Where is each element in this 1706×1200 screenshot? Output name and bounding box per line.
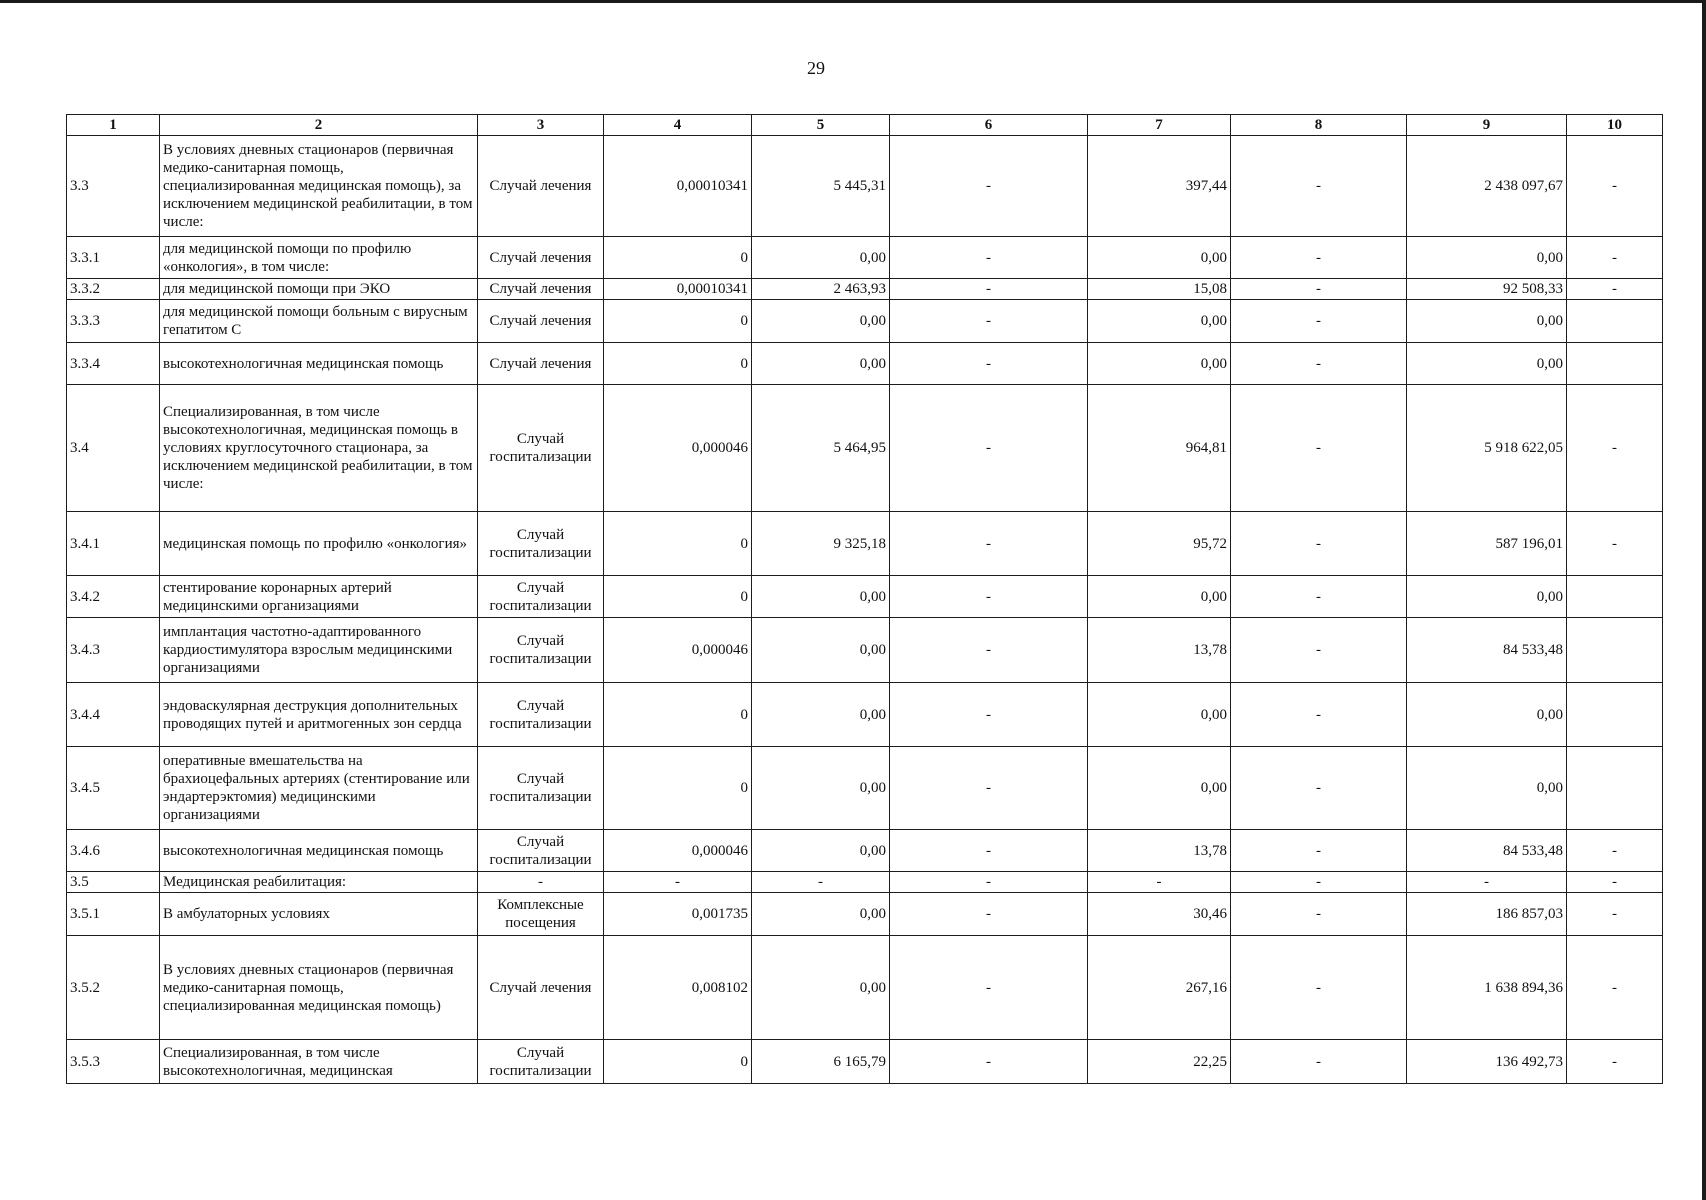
row-col4: 0 [604,747,752,830]
row-col4: 0 [604,512,752,576]
row-unit: Случай госпитализации [478,683,604,747]
row-col6: - [890,1040,1088,1084]
table-row [67,300,1663,343]
row-col8: - [1231,830,1407,872]
row-col9: 0,00 [1407,343,1567,385]
row-col8: - [1231,936,1407,1040]
row-col6: - [890,830,1088,872]
row-name: высокотехнологичная медицинская помощь [160,343,478,385]
table-row [67,872,1663,893]
row-col10 [1567,576,1663,618]
table-row [67,512,1663,576]
row-col4: 0,008102 [604,936,752,1040]
row-col9: - [1407,872,1567,893]
row-col8: - [1231,1040,1407,1084]
row-col5: 0,00 [752,343,890,385]
row-name: имплантация частотно-адаптированного кардиостимулятора взрослым медицинскими организациями [160,618,478,683]
row-col8: - [1231,512,1407,576]
row-col9: 84 533,48 [1407,618,1567,683]
row-code: 3.4 [67,385,160,512]
row-col7: 0,00 [1088,237,1231,279]
row-col7: 15,08 [1088,279,1231,300]
table-row [67,343,1663,385]
table-row [67,1040,1663,1084]
scan-edge-top [0,0,1706,3]
row-col6: - [890,576,1088,618]
column-header: 7 [1088,115,1231,136]
row-col7: 0,00 [1088,683,1231,747]
row-code: 3.4.3 [67,618,160,683]
page-number: 29 [807,58,825,78]
row-unit: Случай лечения [478,343,604,385]
row-col6: - [890,385,1088,512]
row-name: Специализированная, в том числе высокотехнологичная, медицинская помощь в условиях круглосуточного стационара, за исключением медицинской реабилитации, в том числе: [160,385,478,512]
row-col10: - [1567,279,1663,300]
row-col4: 0 [604,683,752,747]
row-col8: - [1231,872,1407,893]
row-col7: 0,00 [1088,576,1231,618]
row-col7: 13,78 [1088,618,1231,683]
row-col8: - [1231,576,1407,618]
table-row [67,747,1663,830]
row-col6: - [890,893,1088,936]
row-col9: 587 196,01 [1407,512,1567,576]
scan-edge-right [1702,0,1706,1200]
row-col5: - [752,872,890,893]
row-col10: - [1567,512,1663,576]
table-row [67,683,1663,747]
row-unit: Случай госпитализации [478,1040,604,1084]
table-row [67,936,1663,1040]
row-name: высокотехнологичная медицинская помощь [160,830,478,872]
row-col7: - [1088,872,1231,893]
row-name: В амбулаторных условиях [160,893,478,936]
row-col5: 2 463,93 [752,279,890,300]
row-col4: - [604,872,752,893]
row-col5: 0,00 [752,237,890,279]
row-col5: 0,00 [752,576,890,618]
row-col7: 397,44 [1088,136,1231,237]
row-unit: - [478,872,604,893]
row-col4: 0,001735 [604,893,752,936]
row-col8: - [1231,279,1407,300]
row-unit: Случай лечения [478,237,604,279]
row-col7: 0,00 [1088,343,1231,385]
row-unit: Случай госпитализации [478,512,604,576]
row-code: 3.5.2 [67,936,160,1040]
table-row [67,279,1663,300]
row-col7: 95,72 [1088,512,1231,576]
row-unit: Случай госпитализации [478,576,604,618]
row-col10: - [1567,936,1663,1040]
row-col9: 0,00 [1407,300,1567,343]
row-name: для медицинской помощи больным с вирусным гепатитом С [160,300,478,343]
row-name: стентирование коронарных артерий медицинскими организациями [160,576,478,618]
row-col9: 136 492,73 [1407,1040,1567,1084]
row-code: 3.5.3 [67,1040,160,1084]
row-code: 3.4.6 [67,830,160,872]
row-col10: - [1567,872,1663,893]
row-col8: - [1231,747,1407,830]
row-col7: 267,16 [1088,936,1231,1040]
row-unit: Случай госпитализации [478,618,604,683]
column-header: 2 [160,115,478,136]
row-col6: - [890,936,1088,1040]
row-col9: 0,00 [1407,747,1567,830]
row-col9: 0,00 [1407,683,1567,747]
row-name: для медицинской помощи при ЭКО [160,279,478,300]
row-col9: 2 438 097,67 [1407,136,1567,237]
row-col5: 6 165,79 [752,1040,890,1084]
row-col5: 0,00 [752,683,890,747]
row-col10: - [1567,830,1663,872]
row-col6: - [890,279,1088,300]
row-unit: Случай госпитализации [478,385,604,512]
row-col4: 0,000046 [604,618,752,683]
row-col7: 22,25 [1088,1040,1231,1084]
row-code: 3.3.1 [67,237,160,279]
row-code: 3.4.5 [67,747,160,830]
row-col5: 0,00 [752,936,890,1040]
row-unit: Комплексные посещения [478,893,604,936]
column-header: 1 [67,115,160,136]
row-col6: - [890,300,1088,343]
row-col6: - [890,683,1088,747]
row-col4: 0 [604,1040,752,1084]
row-name: эндоваскулярная деструкция дополнительных проводящих путей и аритмогенных зон сердца [160,683,478,747]
row-col9: 0,00 [1407,576,1567,618]
row-col8: - [1231,300,1407,343]
row-col5: 5 445,31 [752,136,890,237]
row-name: медицинская помощь по профилю «онкология» [160,512,478,576]
row-name: В условиях дневных стационаров (первичная медико-санитарная помощь, специализированная медицинская помощь) [160,936,478,1040]
column-header: 5 [752,115,890,136]
row-code: 3.3.2 [67,279,160,300]
row-col9: 0,00 [1407,237,1567,279]
table-row [67,136,1663,237]
row-col10 [1567,343,1663,385]
row-col9: 84 533,48 [1407,830,1567,872]
row-col5: 9 325,18 [752,512,890,576]
row-code: 3.3.3 [67,300,160,343]
row-col10: - [1567,893,1663,936]
row-code: 3.5.1 [67,893,160,936]
row-col9: 92 508,33 [1407,279,1567,300]
table-row [67,576,1663,618]
row-col4: 0 [604,300,752,343]
row-code: 3.5 [67,872,160,893]
row-col7: 0,00 [1088,747,1231,830]
row-col6: - [890,872,1088,893]
row-col10: - [1567,385,1663,512]
row-col10 [1567,618,1663,683]
row-unit: Случай лечения [478,279,604,300]
row-unit: Случай госпитализации [478,830,604,872]
row-col7: 0,00 [1088,300,1231,343]
row-col4: 0,00010341 [604,279,752,300]
row-col10: - [1567,237,1663,279]
row-name: Специализированная, в том числе высокотехнологичная, медицинская [160,1040,478,1084]
column-header: 9 [1407,115,1567,136]
row-name: оперативные вмешательства на брахиоцефальных артериях (стентирование или эндартерэктомия) медицинскими организациями [160,747,478,830]
row-col9: 5 918 622,05 [1407,385,1567,512]
row-code: 3.3 [67,136,160,237]
row-col8: - [1231,893,1407,936]
row-col4: 0,000046 [604,385,752,512]
row-col4: 0,00010341 [604,136,752,237]
table-row [67,830,1663,872]
table-row [67,237,1663,279]
row-col7: 13,78 [1088,830,1231,872]
row-col6: - [890,136,1088,237]
row-col5: 0,00 [752,893,890,936]
row-code: 3.4.2 [67,576,160,618]
row-col6: - [890,237,1088,279]
row-col8: - [1231,237,1407,279]
row-col7: 964,81 [1088,385,1231,512]
row-col4: 0 [604,576,752,618]
row-col8: - [1231,343,1407,385]
row-name: В условиях дневных стационаров (первичная медико-санитарная помощь, специализированная медицинская помощь), за исключением медицинской реабилитации, в том числе: [160,136,478,237]
row-col5: 0,00 [752,747,890,830]
row-col10 [1567,747,1663,830]
row-unit: Случай лечения [478,936,604,1040]
column-header: 8 [1231,115,1407,136]
table-row [67,385,1663,512]
row-code: 3.3.4 [67,343,160,385]
row-code: 3.4.1 [67,512,160,576]
row-col6: - [890,618,1088,683]
table-row [67,618,1663,683]
row-col5: 0,00 [752,300,890,343]
row-col10: - [1567,1040,1663,1084]
row-col6: - [890,512,1088,576]
data-table [66,114,1663,1084]
row-code: 3.4.4 [67,683,160,747]
column-header: 10 [1567,115,1663,136]
row-col8: - [1231,385,1407,512]
column-header: 4 [604,115,752,136]
row-unit: Случай госпитализации [478,747,604,830]
row-col10: - [1567,136,1663,237]
row-col4: 0 [604,343,752,385]
row-col6: - [890,343,1088,385]
row-col6: - [890,747,1088,830]
column-header: 3 [478,115,604,136]
row-col4: 0,000046 [604,830,752,872]
row-name: Медицинская реабилитация: [160,872,478,893]
table-row [67,893,1663,936]
row-col5: 5 464,95 [752,385,890,512]
row-col10 [1567,300,1663,343]
row-unit: Случай лечения [478,300,604,343]
column-header: 6 [890,115,1088,136]
row-col10 [1567,683,1663,747]
row-col9: 186 857,03 [1407,893,1567,936]
row-col5: 0,00 [752,830,890,872]
row-col9: 1 638 894,36 [1407,936,1567,1040]
row-col8: - [1231,618,1407,683]
column-header-row [67,115,1663,136]
row-col8: - [1231,136,1407,237]
row-col5: 0,00 [752,618,890,683]
row-col8: - [1231,683,1407,747]
row-unit: Случай лечения [478,136,604,237]
row-name: для медицинской помощи по профилю «онкология», в том числе: [160,237,478,279]
row-col7: 30,46 [1088,893,1231,936]
row-col4: 0 [604,237,752,279]
